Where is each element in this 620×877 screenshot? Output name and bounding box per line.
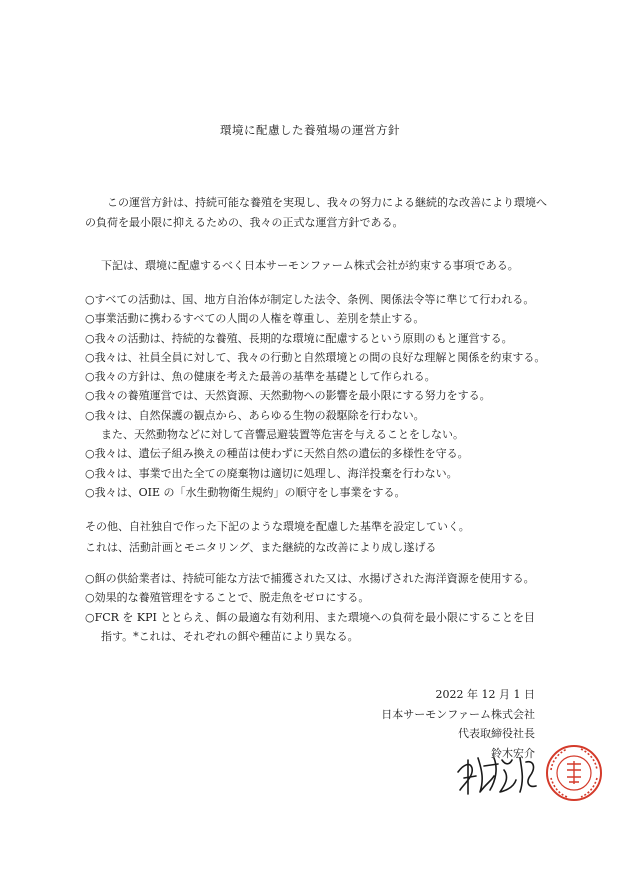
list-item-continuation: 指す。*これは、それぞれの餌や種苗により異なる。: [101, 629, 359, 643]
list-item: ○すべての活動は、国、地方自治体が制定した法令、条例、関係法令等に準じて行われる。: [85, 293, 535, 306]
list-item: ○餌の供給業者は、持続可能な方法で捕獲された又は、水揚げされた海洋資源を使用する。: [85, 572, 535, 585]
list-item: ○我々の方針は、魚の健康を考えた最善の基準を基礎として作られる。: [85, 370, 436, 384]
signature-date: 2022 年 12 月 1 日: [435, 688, 535, 701]
list-item: ○事業活動に携わるすべての人間の人権を尊重し、差別を禁止する。: [85, 312, 425, 326]
list-item: ○我々は、事業で出た全ての廃棄物は適切に処理し、海洋投棄を行わない。: [85, 466, 458, 480]
company-seal: [545, 744, 603, 802]
list-item: ○我々の活動は、持続的な養殖、長期的な環境に配慮するという原則のもと運営する。: [85, 331, 513, 345]
list-item-continuation: また、天然動物などに対して音響忌避装置等危害を与えることをしない。: [101, 428, 464, 442]
list-item: ○我々は、遺伝子組み換えの種苗は使わずに天然自然の遺伝的多様性を守る。: [85, 447, 469, 461]
lead-paragraph: 下記は、環境に配慮するべく日本サーモンファーム株式会社が約束する事項である。: [101, 259, 519, 272]
list-item: ○我々は、自然保護の観点から、あらゆる生物の殺駆除を行わない。: [85, 408, 425, 422]
commitment-list: [85, 290, 565, 502]
list-item: ○我々は、社員全員に対して、我々の行動と自然環境との間の良好な理解と関係を約束する。: [85, 350, 546, 364]
handwritten-signature: [454, 750, 540, 796]
other-line: これは、活動計画とモニタリング、また継続的な改善により成し遂げる: [85, 541, 437, 554]
signature-name: 鈴木宏介: [491, 746, 535, 760]
other-standards-intro: [85, 516, 555, 558]
list-item: ○FCR を KPI ととらえ、餌の最適な有効利用、また環境への負荷を最小限にすることを目: [85, 610, 536, 624]
list-item: ○効果的な養殖管理をすることで、脱走魚をゼロにする。: [85, 591, 370, 605]
signature-position: 代表取締役社長: [458, 727, 535, 740]
signature-company: 日本サーモンファーム株式会社: [381, 707, 535, 721]
list-item: ○我々の養殖運営では、天然資源、天然動物への影響を最小限にする努力をする。: [85, 389, 491, 403]
standards-list: [85, 569, 565, 646]
other-line: その他、自社独自で作った下記のような環境を配慮した基準を設定していく。: [85, 520, 470, 533]
document-title: 環境に配慮した養殖場の運営方針: [220, 123, 400, 137]
list-item: ○我々は、OIE の「水生動物衛生規約」の順守をし事業をする。: [85, 485, 406, 499]
intro-paragraph: この運営方針は、持続可能な養殖を実現し、我々の努力による継続的な改善により環境への負荷を最小限に抑えるための、我々の正式な運営方針である。: [85, 196, 547, 229]
